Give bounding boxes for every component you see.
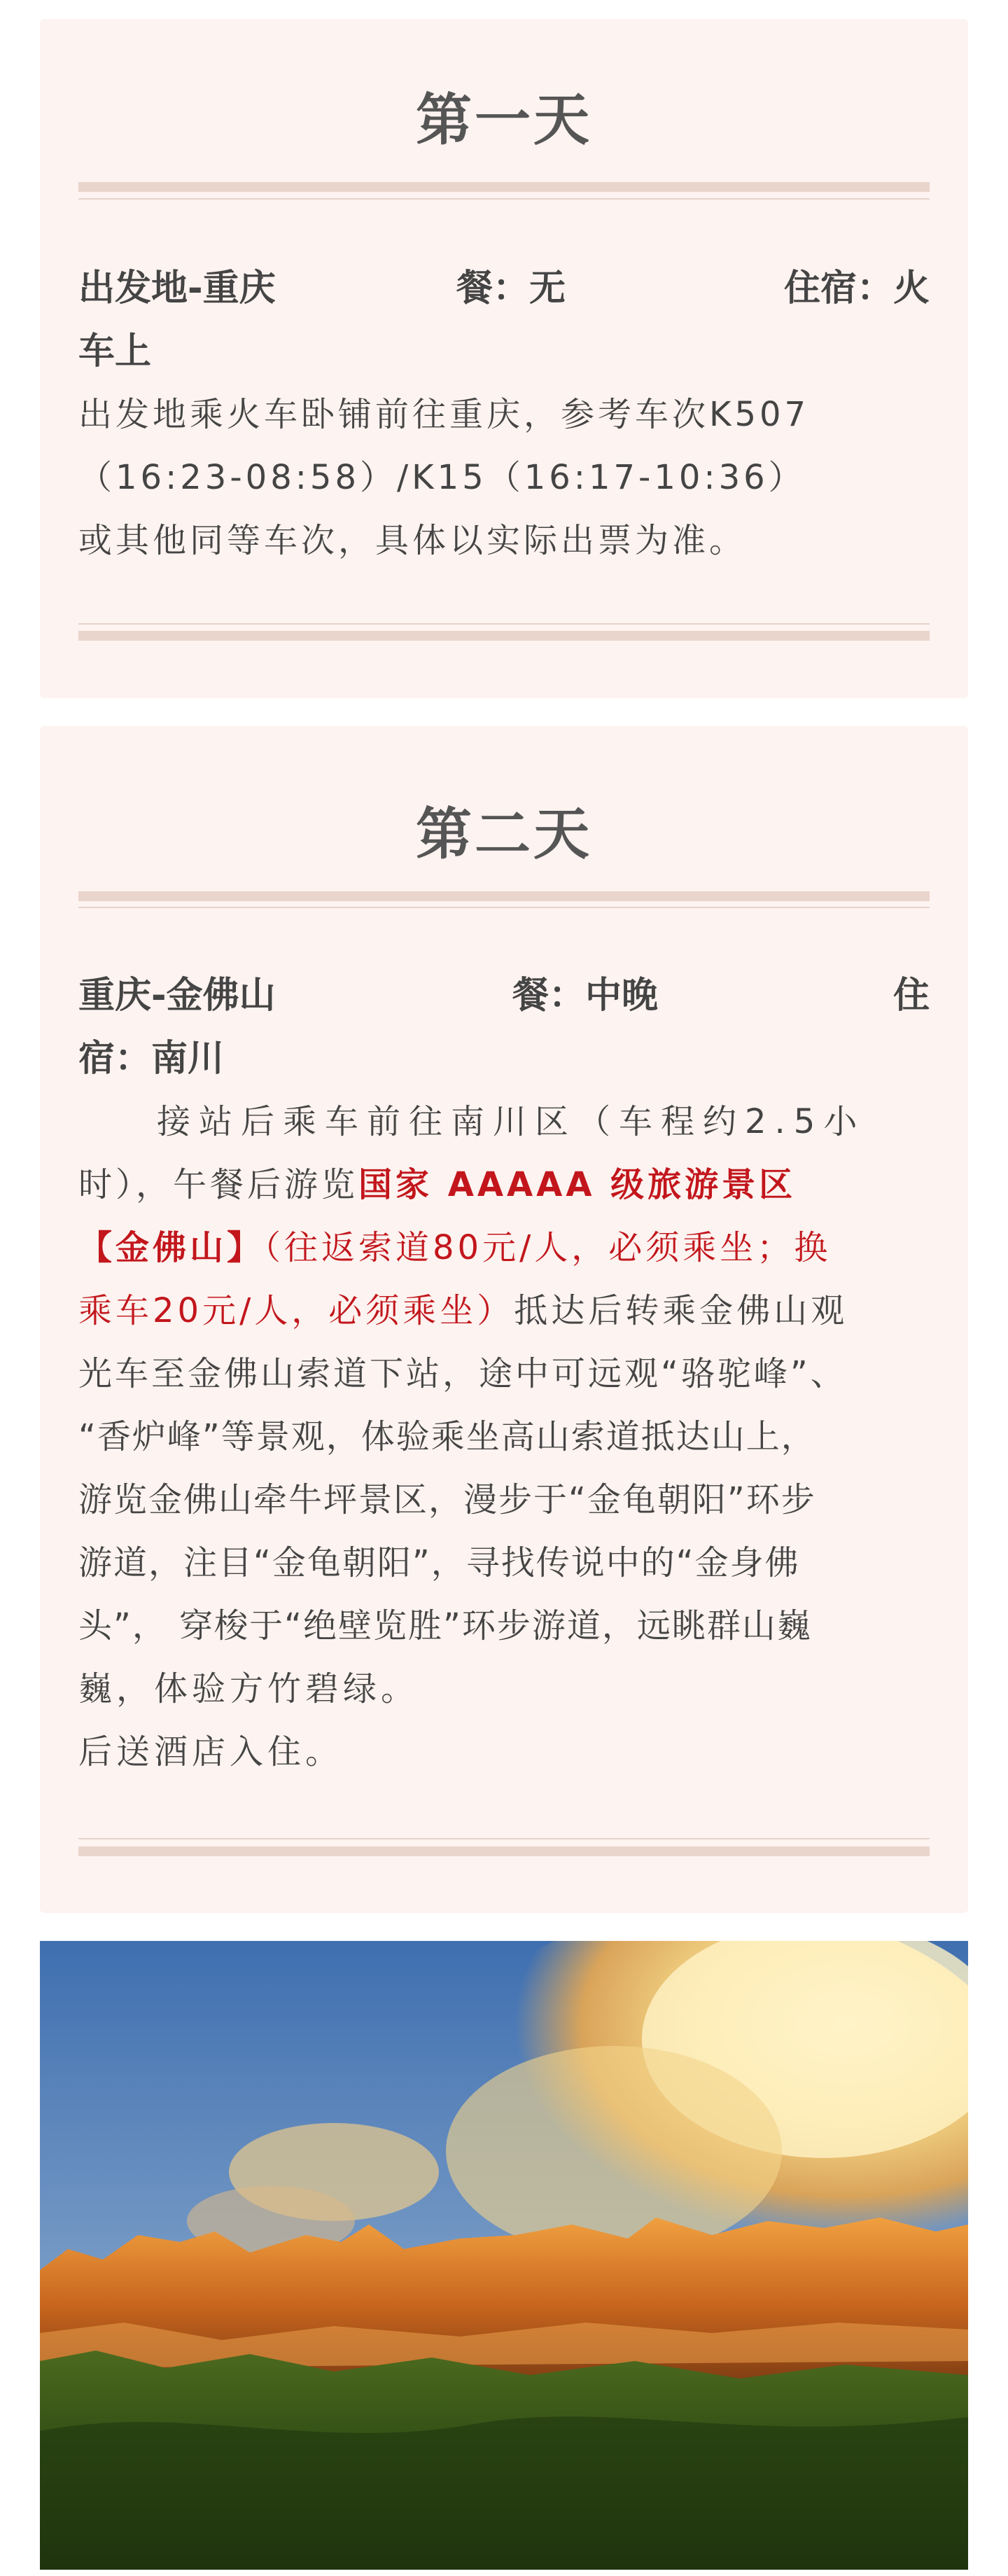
text-line: 头”， 穿梭于“绝壁览胜”环步游道，远眺群山巍 xyxy=(78,1606,812,1645)
text-line: 接站后乘车前往南川区（车程约2.5小 xyxy=(157,1102,866,1141)
day2-header xyxy=(78,964,930,1090)
text-line: 出发地乘火车卧铺前往重庆，参考车次K507 xyxy=(78,395,810,434)
highlight-cable-price: （往返索道80元/人，必须乘坐；换 xyxy=(264,1228,832,1267)
divider xyxy=(78,182,930,192)
divider xyxy=(78,198,930,200)
day2-title: 第二天 xyxy=(416,802,592,867)
day1-route: 出发地-重庆 xyxy=(78,267,276,309)
day2-stay-cont: 宿：南川 xyxy=(78,1038,225,1080)
divider xyxy=(78,907,930,908)
day1-meal: 餐：无 xyxy=(456,267,566,309)
highlight-jinfo-mountain: 【金佛山】 xyxy=(78,1228,265,1267)
text-segment: 时），午餐后游览 xyxy=(78,1165,359,1204)
day1-title: 第一天 xyxy=(416,88,592,153)
day2-meal: 餐：中晚 xyxy=(512,975,659,1017)
text-line: 光车至金佛山索道下站，途中可远观“骆驼峰”、 xyxy=(78,1354,847,1393)
day2-stay: 住 xyxy=(892,975,930,1017)
jinfo-mountain-photo xyxy=(40,1941,968,2570)
day1-header xyxy=(78,257,930,383)
day2-description xyxy=(78,1090,930,1783)
divider xyxy=(78,1846,930,1856)
text-line: 游道，注目“金龟朝阳”，寻找传说中的“金身佛 xyxy=(78,1543,800,1582)
day1-stay-cont: 车上 xyxy=(78,330,152,373)
text-line: 或其他同等车次，具体以实际出票为准。 xyxy=(78,521,747,560)
divider xyxy=(78,631,930,641)
text-line: 游览金佛山牵牛坪景区，漫步于“金龟朝阳”环步 xyxy=(78,1480,816,1519)
highlight-shuttle-price: 乘车20元/人，必须乘坐） xyxy=(78,1291,514,1330)
text-line: （16:23-08:58）/K15（16:17-10:36） xyxy=(78,458,806,497)
day1-stay: 住宿：火 xyxy=(783,267,930,309)
day2-card xyxy=(40,726,968,1913)
day1-card xyxy=(40,19,968,698)
divider xyxy=(78,891,930,901)
text-line: “香炉峰”等景观，体验乘坐高山索道抵达山上， xyxy=(78,1417,816,1456)
divider xyxy=(78,1838,930,1839)
text-line: 后送酒店入住。 xyxy=(78,1732,344,1771)
divider xyxy=(78,623,930,625)
day2-route: 重庆-金佛山 xyxy=(78,975,276,1017)
highlight-scenic-area: 国家 AAAAA 级旅游景区 xyxy=(358,1165,797,1204)
day1-description xyxy=(78,383,930,572)
text-line: 巍，体验方竹碧绿。 xyxy=(78,1669,419,1708)
landscape-image xyxy=(40,1941,968,2570)
text-segment: 抵达后转乘金佛山观 xyxy=(514,1291,848,1330)
